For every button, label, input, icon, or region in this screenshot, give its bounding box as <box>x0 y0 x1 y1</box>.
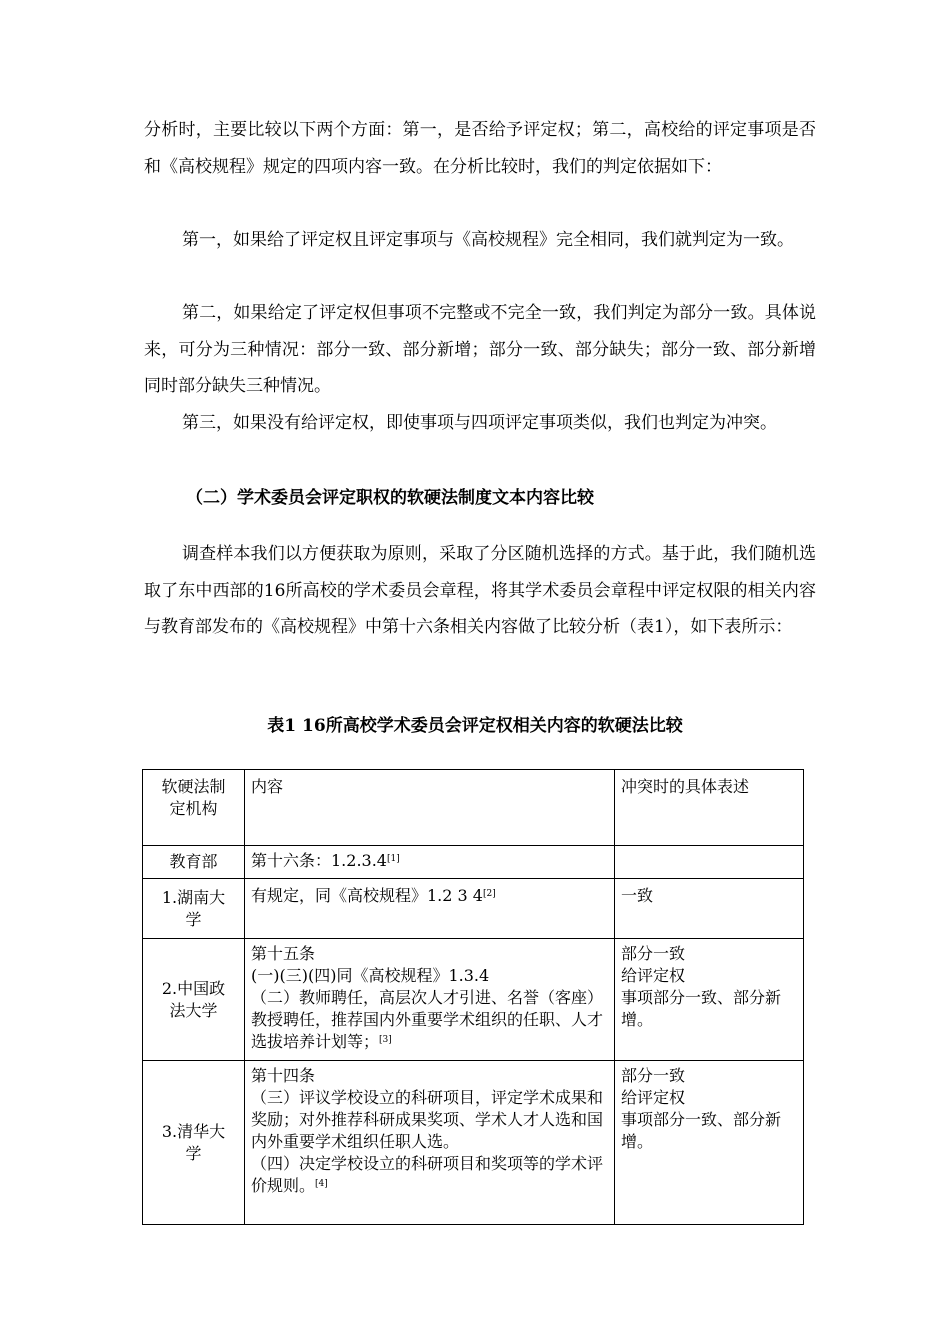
comparison-table <box>142 769 804 1225</box>
cell-conflict: 一致 <box>615 879 804 939</box>
reference-mark: [3] <box>379 1035 392 1045</box>
content-line: 第十四条 <box>251 1066 316 1085</box>
table-row <box>143 1061 804 1225</box>
content-line: 第十六条：1.2.3.4 <box>251 851 387 870</box>
content-line: （二）教师聘任，高层次人才引进、名誉（客座）教授聘任，推荐国内外重要学术组织的任职、人才选拔培养计划等； <box>251 988 604 1051</box>
cell-content <box>245 846 615 879</box>
cell-conflict <box>615 1061 804 1225</box>
table-row <box>143 939 804 1061</box>
conflict-line: 事项部分一致、部分新增。 <box>621 1110 782 1151</box>
cell-content <box>245 879 615 939</box>
paragraph-sampling: 调查样本我们以方便获取为原则，采取了分区随机选择的方式。基于此，我们随机选取了东中西部的16所高校的学术委员会章程，将其学术委员会章程中评定权限的相关内容与教育部发布的《高校规程》中第十六条相关内容做了比较分析（表1），如下表所示： <box>144 544 816 637</box>
conflict-line: 部分一致 <box>621 1066 686 1085</box>
cell-conflict <box>615 846 804 879</box>
table-row <box>143 879 804 939</box>
cell-content <box>245 1061 615 1225</box>
reference-mark: [4] <box>315 1179 328 1189</box>
paragraph-criterion-2: 第二，如果给定了评定权但事项不完整或不完全一致，我们判定为部分一致。具体说来，可分为三种情况：部分一致、部分新增；部分一致、部分缺失；部分一致、部分新增同时部分缺失三种情况。 <box>144 303 816 396</box>
content-line: （四）决定学校设立的科研项目和奖项等的学术评价规则。 <box>251 1154 604 1195</box>
content-line: 有规定，同《高校规程》1.2 3 4 <box>251 886 483 905</box>
conflict-line: 给评定权 <box>621 966 686 985</box>
conflict-line: 给评定权 <box>621 1088 686 1107</box>
paragraph-criterion-3: 第三，如果没有给评定权，即使事项与四项评定事项类似，我们也判定为冲突。 <box>182 413 777 433</box>
conflict-line: 部分一致 <box>621 944 686 963</box>
conflict-line: 事项部分一致、部分新增。 <box>621 988 782 1029</box>
content-line: (一)(三)(四)同《高校规程》1.3.4 <box>251 966 490 985</box>
header-org: 软硬法制定机构 <box>143 770 245 846</box>
content-line: （三）评议学校设立的科研项目，评定学术成果和奖励；对外推荐科研成果奖项、学术人才人选和国内外重要学术组织任职人选。 <box>251 1088 604 1151</box>
cell-org: 教育部 <box>143 846 245 879</box>
section-heading: （二）学术委员会评定职权的软硬法制度文本内容比较 <box>186 488 594 508</box>
cell-content <box>245 939 615 1061</box>
table-header-row <box>143 770 804 846</box>
content-line: 第十五条 <box>251 944 316 963</box>
cell-org: 1.湖南大学 <box>143 879 245 939</box>
reference-mark: [1] <box>386 854 400 864</box>
table-row <box>143 846 804 879</box>
reference-mark: [2] <box>482 889 496 899</box>
cell-org: 3.清华大学 <box>143 1061 245 1225</box>
header-content: 内容 <box>245 770 615 846</box>
cell-org: 2.中国政法大学 <box>143 939 245 1061</box>
paragraph-intro: 分析时，主要比较以下两个方面：第一，是否给予评定权；第二，高校给的评定事项是否和《高校规程》规定的四项内容一致。在分析比较时，我们的判定依据如下： <box>144 120 816 177</box>
header-conflict: 冲突时的具体表述 <box>615 770 804 846</box>
cell-conflict <box>615 939 804 1061</box>
table-caption: 表1 16所高校学术委员会评定权相关内容的软硬法比较 <box>267 716 683 736</box>
paragraph-criterion-1: 第一，如果给了评定权且评定事项与《高校规程》完全相同，我们就判定为一致。 <box>182 230 794 250</box>
